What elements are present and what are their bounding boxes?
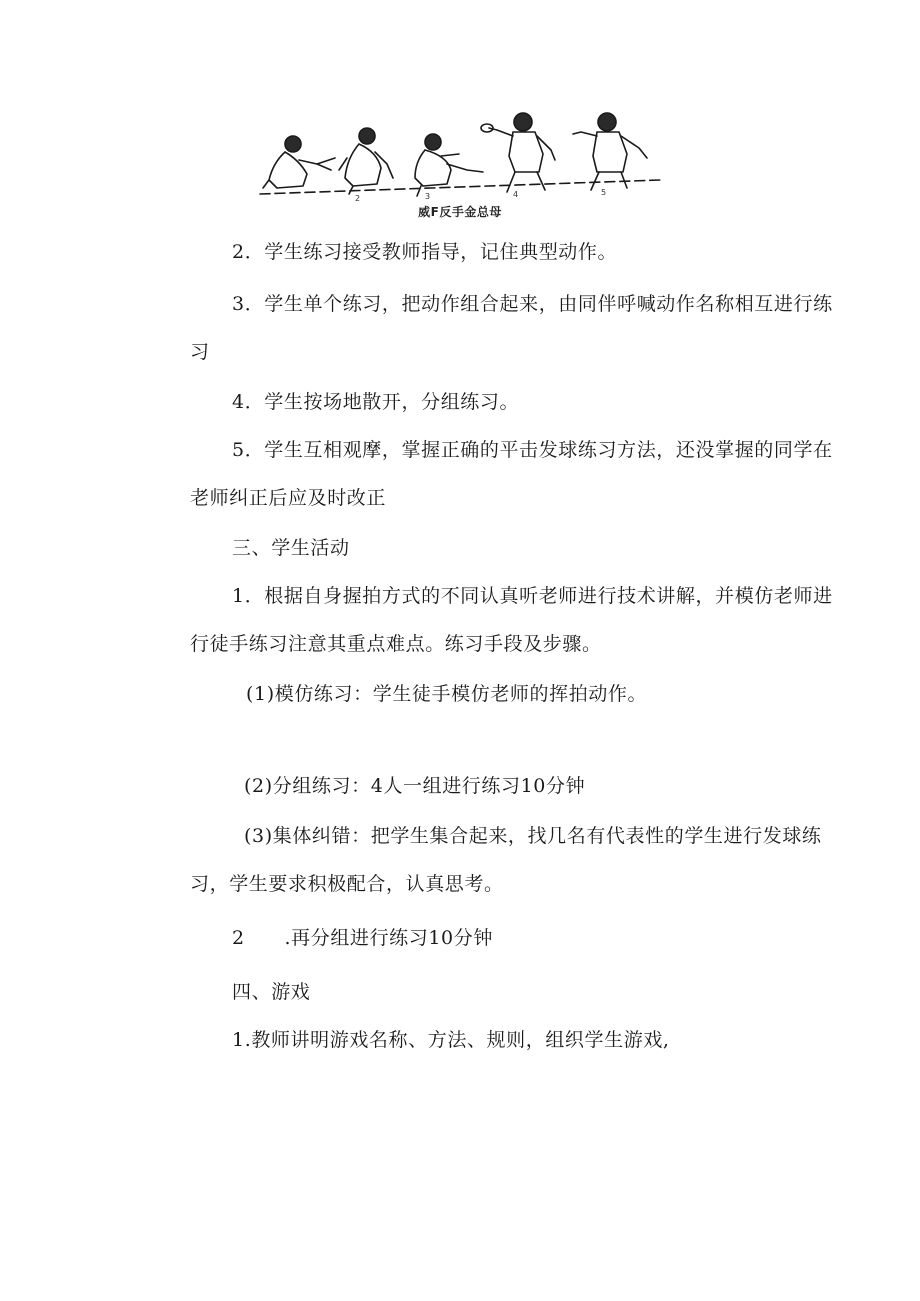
illustration-backhand-sequence [255,108,665,220]
frame-number: 3 [425,192,431,201]
paragraph-step-5-cont: 老师纠正后应及时改正 [190,487,387,509]
paragraph-step-3: 3．学生单个练习，把动作组合起来，由同伴呼喊动作名称相互进行练 [232,293,833,315]
paragraph-group-practice: (2)分组练习：4人一组进行练习10分钟 [244,775,586,797]
paragraph-collective-correction-cont: 习，学生要求积极配合，认真思考。 [190,873,504,895]
paragraph-step-3-cont: 习 [190,341,210,363]
player-figure-5 [573,113,647,190]
figure-caption: 威F反手金总母 [418,205,502,219]
player-sequence-drawing [255,108,665,203]
player-figure-4 [481,113,555,192]
paragraph-activity-1-cont: 行徒手练习注意其重点难点。练习手段及步骤。 [190,633,602,655]
section-heading-student-activity: 三、学生活动 [232,537,350,559]
paragraph-step-4: 4．学生按场地散开，分组练习。 [232,391,520,413]
player-figure-1 [263,136,335,188]
player-figure-2 [339,128,393,194]
section-heading-game: 四、游戏 [232,981,311,1003]
frame-number: 2 [355,194,361,203]
paragraph-collective-correction: (3)集体纠错：把学生集合起来，找几名有代表性的学生进行发球练 [244,825,822,847]
paragraph-game-1: 1.教师讲明游戏名称、方法、规则，组织学生游戏, [232,1029,670,1051]
paragraph-activity-2: 2 .再分组进行练习10分钟 [232,927,493,949]
frame-number: 4 [513,190,519,199]
paragraph-activity-1: 1．根据自身握拍方式的不同认真听老师进行技术讲解，并模仿老师进 [232,585,833,607]
paragraph-step-5: 5．学生互相观摩，掌握正确的平击发球练习方法，还没掌握的同学在 [232,439,833,461]
paragraph-imitation-practice: (1)模仿练习：学生徒手模仿老师的挥拍动作。 [246,683,648,705]
paragraph-step-2: 2．学生练习接受教师指导，记住典型动作。 [232,241,618,263]
frame-number: 5 [601,188,607,197]
